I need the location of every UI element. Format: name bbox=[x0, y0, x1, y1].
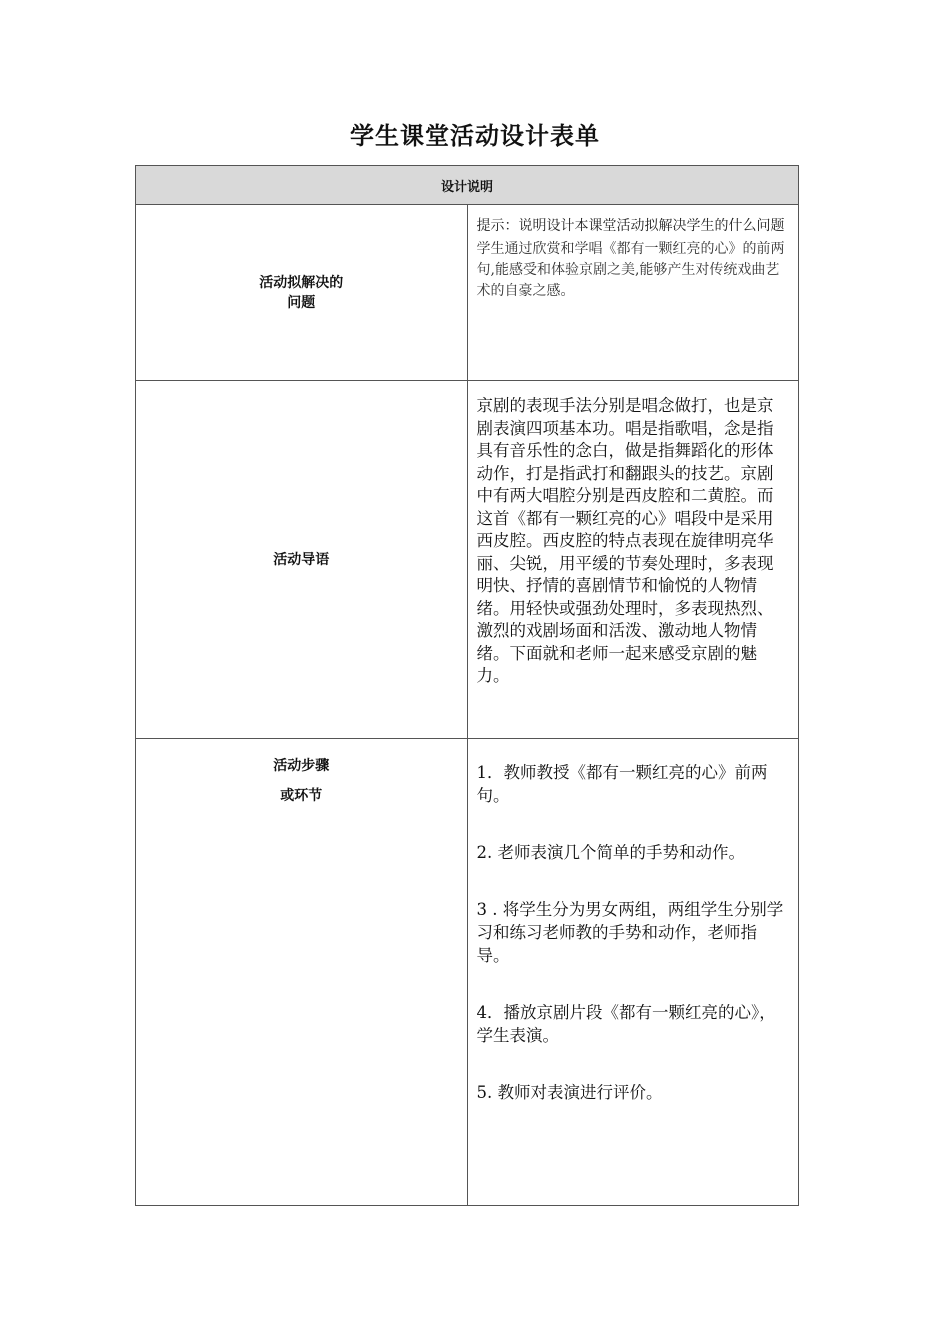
row-label-intro bbox=[136, 381, 468, 739]
row-label-problem bbox=[136, 205, 468, 381]
table-header-row bbox=[136, 166, 799, 205]
row-problem bbox=[136, 205, 799, 381]
label-problem-line1: 活动拟解决的 bbox=[259, 274, 344, 291]
cell-intro bbox=[467, 381, 799, 739]
page-title: 学生课堂活动设计表单 bbox=[350, 122, 600, 150]
label-problem-line2: 问题 bbox=[287, 294, 316, 311]
activity-design-table bbox=[135, 165, 799, 1206]
cell-steps bbox=[467, 739, 799, 1206]
list-item: 4．播放京剧片段《都有一颗红亮的心》，学生表演。 bbox=[476, 1003, 776, 1045]
cell-problem bbox=[467, 205, 799, 381]
row-intro bbox=[136, 381, 799, 739]
hint-text: 提示：说明设计本课堂活动拟解决学生的什么问题 bbox=[476, 218, 785, 234]
list-item: 3 . 将学生分为男女两组，两组学生分别学习和练习老师教的手势和动作，老师指导。 bbox=[476, 900, 784, 965]
label-steps-line2: 或环节 bbox=[280, 788, 323, 804]
row-label-steps bbox=[136, 739, 468, 1206]
table-header: 设计说明 bbox=[136, 166, 799, 205]
list-item: 5. 教师对表演进行评价。 bbox=[476, 1083, 663, 1102]
list-item: 1．教师教授《都有一颗红亮的心》前两句。 bbox=[476, 763, 768, 805]
row-steps bbox=[136, 739, 799, 1206]
intro-text: 京剧的表现手法分别是唱念做打，也是京剧表演四项基本功。唱是指歌唱，念是指具有音乐性的念白，做是指舞蹈化的形体动作，打是指武打和翻跟头的技艺。京剧中有两大唱腔分别是西皮腔和二黄腔。而这首《都有一颗红亮的心》唱段中是采用西皮腔。西皮腔的特点表现在旋律明亮华丽、尖锐，用平缓的节奏处理时，多表现明快、抒情的喜剧情节和愉悦的人物情绪。用轻快或强劲处理时，多表现热烈、激烈的戏剧场面和活泼、激动地人物情绪。下面就和老师一起来感受京剧的魅力。 bbox=[476, 396, 774, 685]
label-steps-line1: 活动步骤 bbox=[273, 758, 330, 774]
steps-list bbox=[477, 761, 790, 1104]
label-intro: 活动导语 bbox=[273, 551, 330, 568]
problem-answer: 学生通过欣赏和学唱《都有一颗红亮的心》的前两句,能感受和体验京剧之美,能够产生对传统戏曲艺术的自豪之感。 bbox=[476, 241, 785, 299]
list-item: 2. 老师表演几个简单的手势和动作。 bbox=[476, 843, 745, 862]
